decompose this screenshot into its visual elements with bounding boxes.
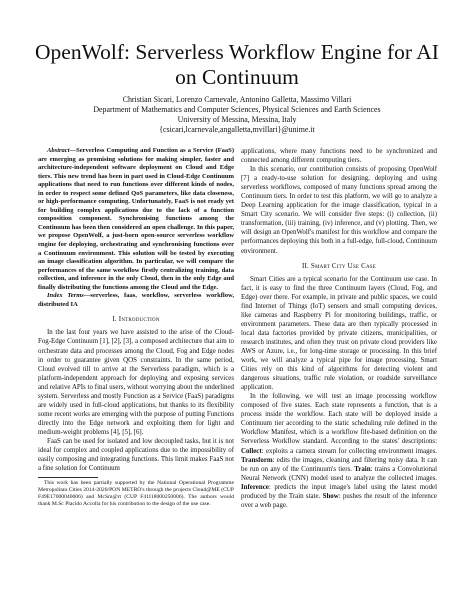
right-paragraph-1: applications, where many functions need to be synchronized and connected among different computing tiers. (241, 148, 437, 165)
keyword-collect: Collect (241, 447, 262, 455)
usecase-text-a: In the following, we will test an image processing workflow composed of five states. Each state represents a function, that is a process inside the workflow. Each state will be deployed inside a Continuum tier according to the static scheduling rule defined in the Workflow Manifest, which is a workflow file-based definition on the Serverless Workflow standard. According to the states' descriptions: (241, 393, 437, 446)
usecase-paragraph-2 (241, 392, 437, 510)
usecase-text-e: : predicts the input image's label using the latest model produced by the Train state. (241, 483, 437, 500)
usecase-text-c: : edits the images, cleaning and filtering noisy data. It can be run on any of the Continuum's tiers. (241, 456, 437, 473)
abstract-text: —Serverless Computing and Function as a Service (FaaS) are emerging as promising solutions for making simpler, faster and architecture-independent software deployment on Cloud and Edge tiers. This new trend has been in part used in Cloud-Edge Continuum applications that need to run functions over different kinds of nodes, in order to respect some defined QoS parameters, like data closeness, or high-performance computing. Unfortunately, FaaS is not ready yet for building complex applications due to the lack of a function composition component. Synchronising functions among the Continuum has been then considered an open challenge. In this paper, we propose OpenWolf, a just-born open-source serverless workflow engine for deploying, orchestrating and synchronising functions over a Continuum environment. This solution will be tested by executing an image classification algorithm. In particular, we will compare the performances of the same workflow firstly centralizing training, data collection, and inference in the only Cloud, then in the only Edge and finally distributing the functions among the Cloud and the Edge. (38, 147, 234, 291)
footnote (38, 480, 234, 508)
usecase-text-d: : trains a Convolutional Neural Network (CNN) model used to analyze the collected images. (241, 465, 437, 482)
author-block (30, 95, 444, 135)
abstract-lead: Abstract (47, 147, 70, 154)
index-terms-lead: Index Terms (47, 292, 84, 300)
intro-paragraph-1: In the last four years we have assisted to the arise of the Cloud-Fog-Edge Continuum [1], [2], [3], a composed architecture that aim to orchestrate data and processes among the Cloud, Fog and Edge nodes in order to guarantee given QOS constraints. In the same period, Cloud evolved till to arrive at the Serverless paradigm, which is a platform-independent approach for deploying and exposing services and relative APIs to final users, without worrying about the underlined system. Serverless and mostly Function as a Service (FaaS) paradigms are widely used in full-cloud applications, but thanks to its flexibility some recent works are emerging with the purpose of putting Functions directly into the Edge network and exploiting them for light and medium-weight problems [4], [5], [6]. (38, 329, 234, 436)
author-names: Christian Sicari, Lorenzo Carnevale, Antonino Galletta, Massimo Villari (122, 95, 352, 104)
keyword-inference: Inference (241, 483, 269, 491)
right-paragraph-2: In this scenario, our contribution consists of proposing OpenWolf [7] a ready-to-use solution for designing, deploying and using serverless workflows, composed of many functions spread among the Continuum tiers. In order to test this platform, we will go to analyze a Deep Learning application for the image classification, typical in a Smart City scenario. We will consider five steps: (i) collection, (ii) transformation, (iii) training, (iv) inference, and (v) plotting. Then, we will design an OpenWolf's manifest for this workflow and compare the performances deploying this both in a full-edge, full-cloud, Continuum environment. (241, 166, 437, 255)
left-column (38, 147, 234, 509)
usecase-text-f: : pushes the result of the inference over a web page. (241, 492, 437, 509)
usecase-text-b: : exploits a camera stream for collecting environment images. (261, 447, 437, 455)
index-terms-text: —serverless, faas, workflow, serverless workflow, distributed IA (38, 292, 234, 308)
paper-title: OpenWolf: Serverless Workflow Engine for AI on Continuum (35, 40, 439, 89)
affiliation-university: University of Messina, Messina, Italy (177, 115, 297, 124)
keyword-transform: Transform (241, 456, 273, 464)
section-heading-smart-city: II. Smart City Use Case (301, 261, 377, 270)
author-emails: {csicari,lcarnevale,angalletta,mvillari}@unime.it (159, 125, 315, 134)
abstract (38, 147, 234, 292)
affiliation-department: Department of Mathematics and Computer Sciences, Physical Sciences and Earth Sciences (93, 105, 381, 114)
intro-paragraph-2: FaaS can be used for isolated and low decoupled tasks, but it is not ideal for complex and coupled applications due to the impossibility of easily composing and integrating functions. This limit makes FaaS not a fine solution for Continuum (38, 438, 234, 473)
footnote-text: This work has been partially supported by the National Operational Programme Metropolitan Cities 2014-2020/PON METRO's through the projects Cloud@ME (CUP F49E17000040006) and McSm@rt (CUP F41I18000250006). The authors would thank M.Sc Placido Accolla for his contribution to the design of the use case. (38, 480, 234, 508)
usecase-paragraph-1: Smart Cities are a typical scenario for the Continuum use case. In fact, it is easy to find the three Continuum layers (Cloud, Fog, and Edge) over there. For example, in private and public spaces, we could find Internet of Things (IoT) sensors and small computing devices, like cameras and Raspberry Pi for monitoring buildings, traffic, or environment parameters. These data are then typically processed in local data factories provided by private citizens, municipalities, or research institutes, and often they trust on private cloud providers like AWS or Azure, i.e., for long-time storage or processing. In this brief work, we will analyze a typical pipe for image processing. Smart Cities rely on this kind of algorithms for detecting violent and dangerous situations, traffic rule violation, or roadside surveillance application. (241, 275, 437, 392)
keyword-show: Show (322, 492, 339, 500)
keyword-train: Train (354, 465, 371, 473)
right-column (241, 147, 437, 510)
section-heading-introduction: I. Introduction (112, 315, 160, 324)
index-terms (38, 292, 234, 309)
footnote-rule (38, 477, 98, 478)
